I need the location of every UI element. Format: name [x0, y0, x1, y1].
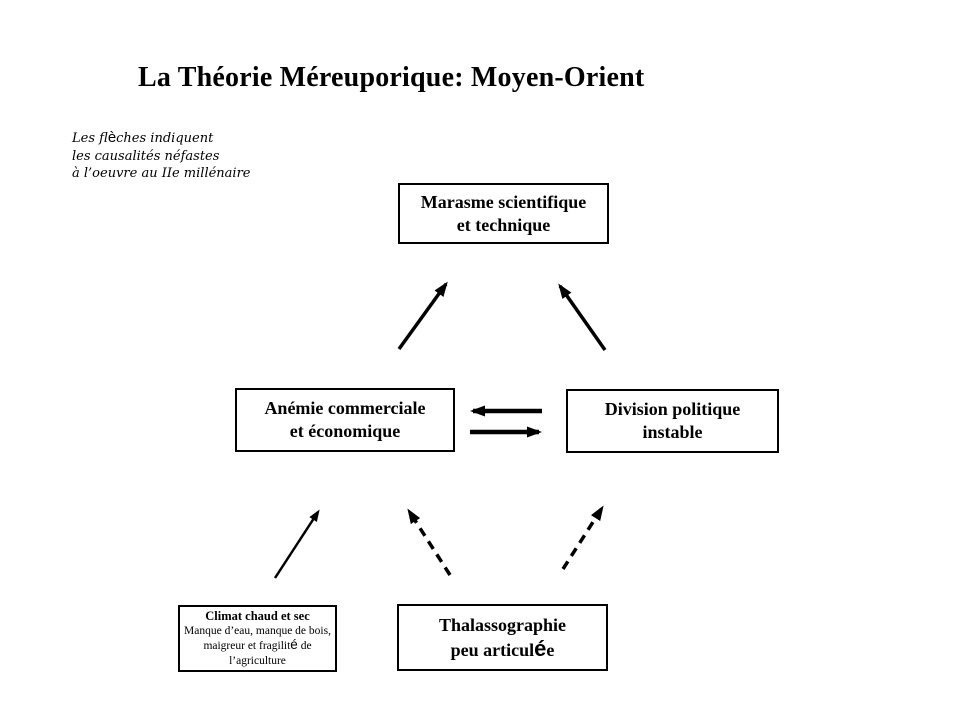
arrow-thalasso-to-anemie-dashed [409, 511, 450, 575]
node-marasme-scientifique [398, 183, 609, 244]
node-label-line: maigreur et fragilité de [203, 637, 312, 652]
legend-note-line2: les causalités néfastes [72, 148, 220, 164]
node-label-line: Marasme scientifique [420, 191, 587, 212]
node-label-line: et économique [289, 421, 401, 441]
node-label-line: Anémie commerciale [264, 398, 426, 418]
arrow-anemie-to-marasme [399, 284, 446, 349]
node-label-line: Division politique [604, 399, 741, 419]
arrow-climat-to-anemie [275, 512, 318, 578]
node-division-politique [566, 389, 779, 453]
arrow-thalasso-to-division-dashed [563, 508, 602, 569]
node-anemie-commerciale [235, 388, 455, 452]
arrow-division-to-marasme [560, 286, 605, 350]
node-label-line: Thalassographie [438, 614, 567, 635]
node-label-line: Climat chaud et sec [205, 609, 310, 623]
accent-glyph: é [290, 637, 298, 652]
accent-glyph: é [534, 635, 547, 661]
node-climat-chaud-sec [178, 605, 337, 672]
legend-note-line3: à l’oeuvre au IIe millénaire [72, 166, 251, 181]
accent-glyph: è [107, 129, 117, 146]
node-label-line: instable [642, 422, 703, 442]
node-thalassographie [397, 604, 608, 671]
legend-note-line1: Les flèches indiquent [72, 129, 214, 146]
legend-note [72, 129, 250, 183]
node-label-line: et technique [456, 214, 551, 235]
node-label-line: Manque d’eau, manque de bois, [184, 624, 331, 637]
node-label-line: peu articulée [450, 635, 555, 661]
slide-title: La Théorie Méreuporique: Moyen-Orient [138, 62, 645, 93]
node-label-line: l’agriculture [229, 654, 286, 667]
